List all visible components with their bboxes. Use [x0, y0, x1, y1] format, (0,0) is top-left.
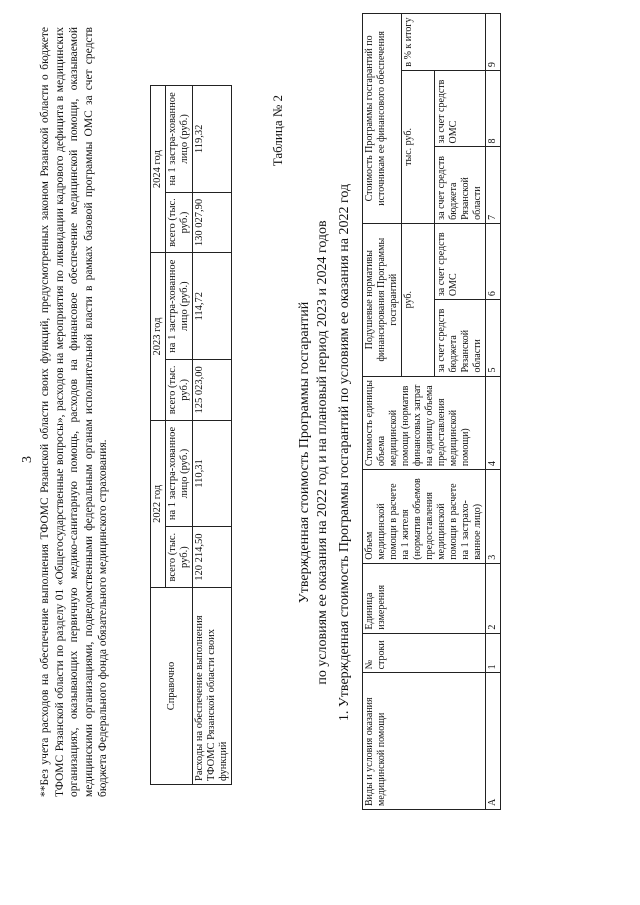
main-table	[362, 13, 501, 810]
reference-row-label: Расходы на обеспечение выполнения ТФОМС Рязанской области своих функций	[193, 588, 232, 785]
per-capita-unit: руб.	[402, 223, 435, 376]
col-number-2: 2	[486, 563, 501, 633]
sub-per-capita-2022: на 1 застра-хованное лицо (руб.)	[166, 420, 193, 527]
page-number: 3	[20, 456, 35, 463]
col-number-8: 8	[486, 71, 501, 147]
col-number-5: 5	[486, 300, 501, 376]
col-number-a: А	[486, 673, 501, 810]
value-total-2024: 130 027,90	[193, 192, 232, 253]
title-line-2: по условиям ее оказания на 2022 год и на плановый период 2023 и 2024 годов	[315, 220, 330, 685]
footnote: **Без учета расходов на обеспечение выполнения ТФОМС Рязанской области своих функций, предусмотренных законом Рязанской области о бюджете ТФОМС Рязанской области по разделу 01 «Общегосударственные вопросы», расходов на мероприятия по ликвидации кадрового дефицита в медицинских организациях, оказывающих первичную медико-санитарную помощь, расходов на финансовое обеспечение медицинской помощи, оказываемой медицинскими организациями, подведомственными федеральным органам исполнительной власти в рамках базовой программы ОМС за счет средств бюджета Федерального фонда обязательного медицинского страхования.	[39, 27, 110, 797]
cost-unit: тыс. руб.	[402, 71, 435, 224]
col-2-header: Единица измерения	[363, 563, 486, 633]
sub-total-2024: всего (тыс. руб.)	[166, 192, 193, 253]
col-number-7: 7	[486, 147, 501, 223]
col-number-9: 9	[486, 14, 501, 71]
col-number-4: 4	[486, 376, 501, 470]
col-1-header: № строки	[363, 633, 486, 673]
value-per-capita-2023: 114,72	[193, 253, 232, 360]
col-9-header: в % к итогу	[402, 14, 486, 71]
col-3-header: Объем медицинской помощи в расчете на 1 жителя (норматив объемов предоставления медицинской помощи в расчете на 1 застрахо-ванное лицо)	[363, 470, 486, 564]
year-2024: 2024 год	[151, 86, 166, 253]
col-6-header: за счет средств ОМС	[435, 223, 486, 299]
reference-header-label: Справочно	[151, 588, 193, 785]
sub-per-capita-2023: на 1 застра-хованное лицо (руб.)	[166, 253, 193, 360]
col-number-6: 6	[486, 223, 501, 299]
section-title: 1. Утвержденная стоимость Программы госгарантий по условиям ее оказания на 2022 год	[337, 183, 352, 722]
col-5-header: за счет средств бюджета Рязанской области	[435, 300, 486, 376]
col-a-header: Виды и условия оказания медицинской помощи	[363, 673, 486, 810]
sub-total-2022: всего (тыс. руб.)	[166, 527, 193, 588]
cost-group-header: Стоимость Программы госгарантий по источникам ее финансового обеспечения	[363, 14, 402, 224]
col-number-3: 3	[486, 470, 501, 564]
per-capita-group-header: Подушевые нормативы финансирования Программы госгарантий	[363, 223, 402, 376]
sub-per-capita-2024: на 1 застра-хованное лицо (руб.)	[166, 86, 193, 193]
col-8-header: за счет средств ОМС	[435, 71, 486, 147]
value-total-2023: 125 023,00	[193, 360, 232, 421]
col-4-header: Стоимость единицы объема медицинской помощи (норматив финансовых затрат на единицу объема предоставления медицинской помощи)	[363, 376, 486, 470]
table-number: Таблица № 2	[270, 95, 285, 167]
col-7-header: за счет средств бюджета Рязанской области	[435, 147, 486, 223]
value-per-capita-2024: 119,32	[193, 86, 232, 193]
year-2022: 2022 год	[151, 420, 166, 587]
value-total-2022: 120 214,50	[193, 527, 232, 588]
title-line-1: Утвержденная стоимость Программы госгарантий	[297, 301, 312, 604]
reference-table	[150, 85, 232, 785]
year-2023: 2023 год	[151, 253, 166, 420]
sub-total-2023: всего (тыс. руб.)	[166, 360, 193, 421]
value-per-capita-2022: 110,31	[193, 420, 232, 527]
col-number-1: 1	[486, 633, 501, 673]
